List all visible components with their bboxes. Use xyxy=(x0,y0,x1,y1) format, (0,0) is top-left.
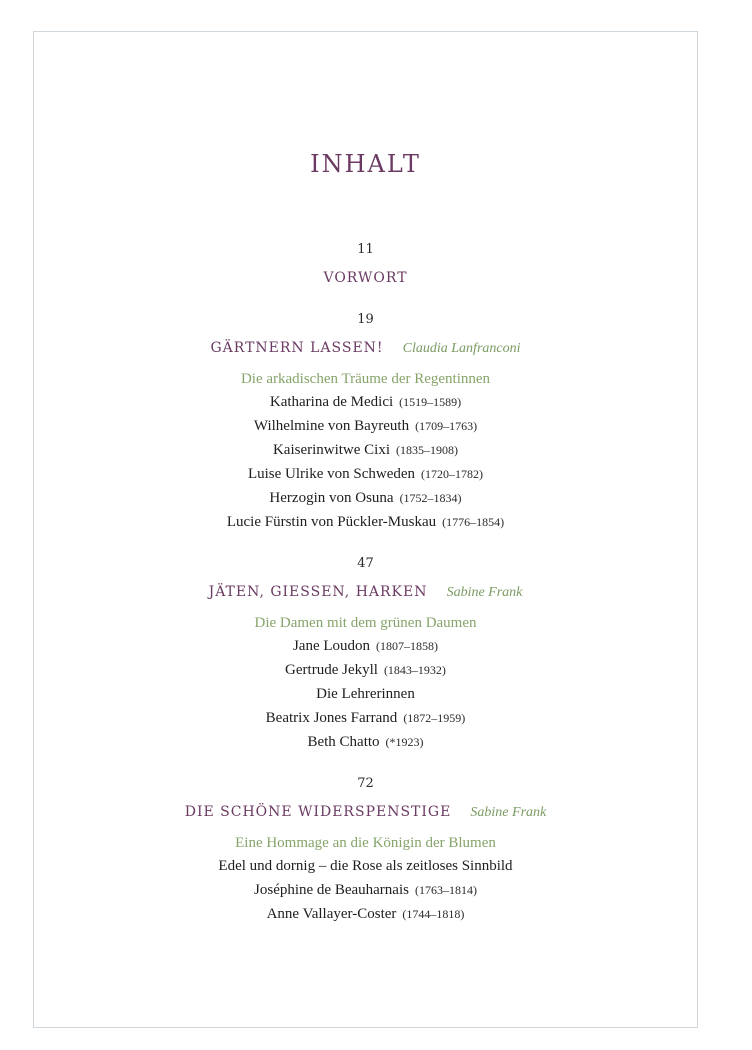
entry-years: (1744–1818) xyxy=(402,907,465,921)
section-heading-line xyxy=(33,580,698,602)
toc-entry xyxy=(33,854,698,878)
section-subheading: Die Damen mit dem grünen Daumen xyxy=(254,615,477,631)
section-heading: DIE SCHÖNE WIDERSPENSTIGE xyxy=(184,804,452,820)
toc-section-die-schoene-widerspenstige xyxy=(33,776,698,926)
page-number: 47 xyxy=(357,556,374,571)
entry-name: Herzogin von Osuna xyxy=(269,490,394,506)
toc-entry xyxy=(33,414,698,438)
entry-years: (1752–1834) xyxy=(399,491,462,505)
entry-years: (1807–1858) xyxy=(376,639,439,653)
section-author: Claudia Lanfranconi xyxy=(402,341,521,356)
toc-entry xyxy=(33,730,698,754)
entry-name: Anne Vallayer-Coster xyxy=(266,906,397,922)
entry-name: Joséphine de Beauharnais xyxy=(254,882,409,898)
toc-entry xyxy=(33,706,698,730)
entry-years: (1709–1763) xyxy=(415,419,478,433)
toc-entry xyxy=(33,682,698,706)
toc-entry xyxy=(33,462,698,486)
toc-section-jaeten-giessen-harken xyxy=(33,556,698,754)
entry-years: (1872–1959) xyxy=(403,711,466,725)
section-heading: GÄRTNERN LASSEN! xyxy=(210,340,384,356)
entry-years: (1843–1932) xyxy=(383,663,446,677)
entry-name: Gertrude Jekyll xyxy=(285,662,378,678)
toc-entry xyxy=(33,390,698,414)
section-heading-line xyxy=(33,336,698,358)
entry-name: Jane Loudon xyxy=(292,638,371,654)
entry-years: (1776–1854) xyxy=(442,515,505,529)
toc-entry xyxy=(33,486,698,510)
entry-name: Edel und dornig – die Rose als zeitloses Sinnbild xyxy=(218,858,513,874)
toc-entry xyxy=(33,510,698,534)
entry-name: Beth Chatto xyxy=(307,734,380,750)
section-author: Sabine Frank xyxy=(470,805,547,820)
page-number: 72 xyxy=(357,776,374,791)
page-number: 19 xyxy=(357,312,374,327)
entry-years: (1835–1908) xyxy=(396,443,459,457)
entry-name: Die Lehrerinnen xyxy=(316,686,415,702)
toc-entry xyxy=(33,878,698,902)
entry-name: Wilhelmine von Bayreuth xyxy=(253,418,410,434)
entry-name: Beatrix Jones Farrand xyxy=(265,710,398,726)
page-number: 11 xyxy=(357,242,374,257)
section-heading: JÄTEN, GIESSEN, HARKEN xyxy=(208,584,428,600)
section-author: Sabine Frank xyxy=(446,585,523,600)
toc-entry xyxy=(33,634,698,658)
toc-entry xyxy=(33,902,698,926)
entry-years: (1720–1782) xyxy=(421,467,484,481)
section-heading-line xyxy=(33,266,698,288)
entry-years: (1519–1589) xyxy=(399,395,462,409)
entry-name: Katharina de Medici xyxy=(269,394,394,410)
entry-years: (*1923) xyxy=(385,735,424,749)
toc-section-gaertnern-lassen xyxy=(33,312,698,534)
page-title: INHALT xyxy=(310,150,421,178)
entry-name: Kaiserinwitwe Cixi xyxy=(272,442,391,458)
section-subheading: Eine Hommage an die Königin der Blumen xyxy=(235,835,496,851)
section-subheading: Die arkadischen Träume der Regentinnen xyxy=(240,371,491,387)
section-heading-line xyxy=(33,800,698,822)
entry-years: (1763–1814) xyxy=(414,883,477,897)
toc-entry xyxy=(33,438,698,462)
entry-name: Lucie Fürstin von Pückler-Muskau xyxy=(226,514,437,530)
entry-name: Luise Ulrike von Schweden xyxy=(247,466,416,482)
section-heading: VORWORT xyxy=(323,270,408,286)
toc-section-vorwort xyxy=(33,242,698,288)
toc-entry xyxy=(33,658,698,682)
